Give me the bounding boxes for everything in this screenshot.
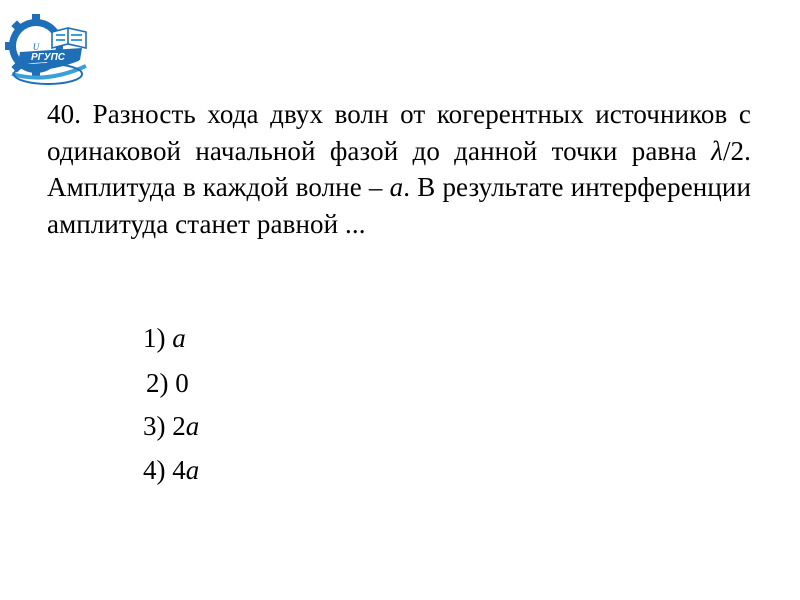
answer-label: 4): [143, 455, 173, 485]
answer-value: 2: [172, 411, 186, 441]
answer-label: 1): [143, 323, 173, 353]
answer-value: 0: [175, 368, 189, 398]
question-number: 40.: [47, 99, 82, 129]
answer-option-3[interactable]: [143, 410, 199, 442]
answer-variable: a: [185, 455, 200, 485]
question-text: [47, 96, 751, 242]
logo-letter: U: [32, 42, 40, 52]
answer-option-2[interactable]: [146, 367, 189, 399]
question-text-end: . В результате интерференции амплитуда станет равной ...: [47, 172, 751, 239]
lambda-symbol: λ: [711, 135, 723, 166]
question-text-before-lambda: Разность хода двух волн от когерентных источников с одинаковой начальной фазой до данной точки равна: [47, 99, 751, 166]
answer-variable: a: [172, 323, 186, 353]
amplitude-symbol: a: [389, 172, 404, 202]
question-text-after-lambda: /2. Амплитуда в каждой волне –: [47, 135, 751, 202]
answer-option-4[interactable]: [143, 454, 199, 486]
logo-abbreviation: РГУПС: [31, 52, 65, 63]
answer-label: 2): [146, 368, 176, 398]
answer-option-1[interactable]: [143, 322, 186, 354]
answer-value: 4: [172, 455, 186, 485]
answer-label: 3): [143, 411, 173, 441]
university-emblem-icon: [2, 2, 94, 92]
answer-variable: a: [185, 411, 200, 441]
